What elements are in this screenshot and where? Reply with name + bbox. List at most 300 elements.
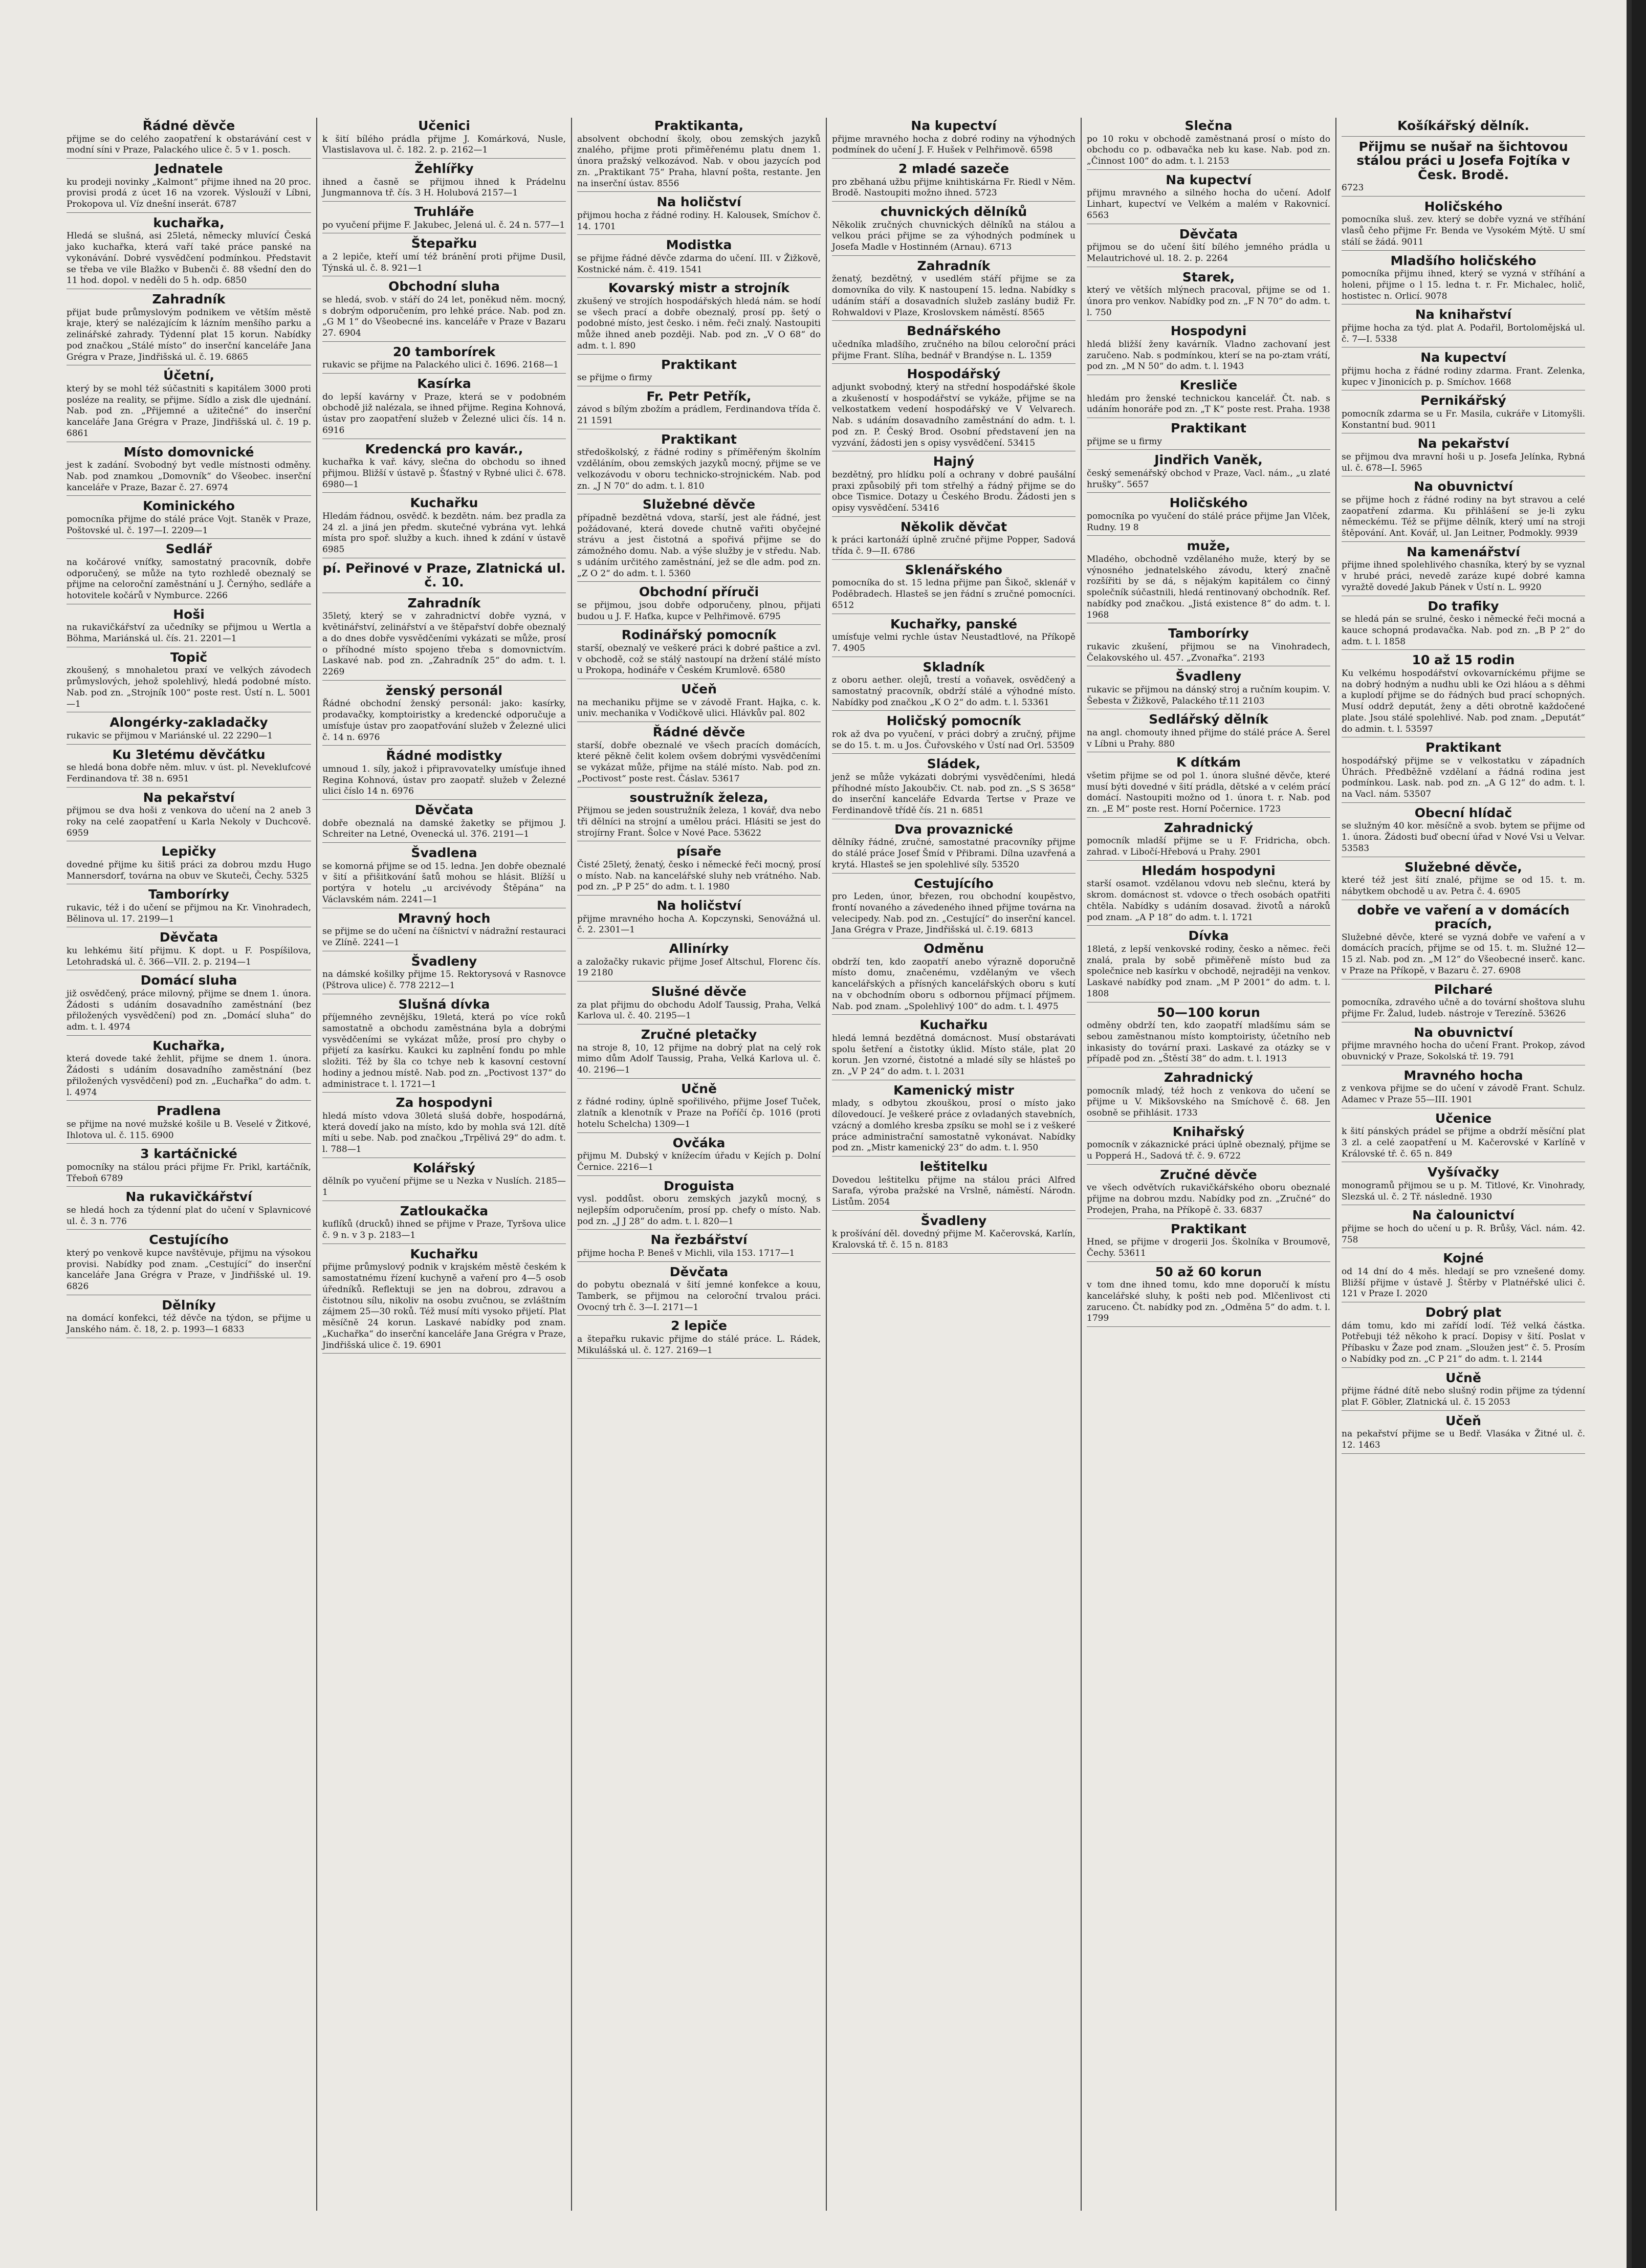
classified-ad [1342, 394, 1585, 433]
ad-heading: Na obuvnictví [1414, 479, 1513, 494]
ad-heading: Obecní hlídač [1414, 805, 1512, 820]
ad-body: Hledám řádnou, osvědč. k bezdětn. nám. bez pradla za 24 zl. a jiná jen předm. skutečné vybrána vyt. lehká místa pro spoř. služby a kuch. ihned k zdání v ústavě 6985 [322, 511, 566, 555]
classified-ad [1342, 983, 1585, 1022]
ad-heading: Na kupectví [1166, 172, 1252, 187]
ad-body: na kočárové vníťky, samostatný pracovník, dobře odporučený, se může na tyto rozhledě obeznalý se přijme na celoroční zaměstnání u J. Černýho, sedláře a hotovitele kočárů v Nymburce. 2266 [67, 557, 311, 601]
ad-body: přijmu hocha z řádné rodiny zdarma. Frant. Zelenka, kupec v Jinonicích p. p. Smíchov. 1668 [1342, 365, 1585, 387]
ad-body: od 14 dní do 4 měs. hledají se pro vznešené domy. Bližší přijme v ústavě J. Štěrby v Platnéřské ulici č. 121 v Praze I. 2020 [1342, 1266, 1585, 1299]
classified-ad [322, 205, 566, 233]
ad-body: pomocník mladý, též hoch z venkova do učení se přijme u V. Mikšovského na Smíchově č. 68. Jen osobně se přihlásit. 1733 [1087, 1085, 1330, 1118]
ad-body: na pekařství přijme se u Bedř. Vlasáka v Žitné ul. č. 12. 1463 [1342, 1429, 1585, 1450]
classified-ad [1087, 864, 1330, 926]
ad-body: hledá lemná bezdětná domácnost. Musí obstarávati spolu šetření a čistotky úklid. Místo stále, plat 20 korun. Jen vzorné, čistotné a mladé síly se hlásteš po zn. „V P 24“ do adm. t. l. 2031 [832, 1033, 1076, 1077]
classified-ad [577, 682, 821, 722]
classified-ad [1342, 653, 1585, 737]
classified-ad [577, 1082, 821, 1133]
ad-body: Mladého, obchodně vzdělaného muže, který by se výnosného jednatelského závodu, který značně rozšířiti by se dá, s nějakým kapitálem co činný společník súčastnili, hledá rentinovaný obchodník. Ref. nabídky pod značkou. „Jistá existence 8“ do adm. t. l. 1968 [1087, 554, 1330, 620]
ad-heading: Skladník [923, 659, 985, 674]
ad-heading: 50—100 korun [1157, 1005, 1260, 1020]
ad-heading: Ovčáka [672, 1135, 726, 1150]
ad-body: přijme hocha za týd. plat A. Podařil, Bortolomějská ul. č. 7—I. 5338 [1342, 322, 1585, 344]
ad-body: hospodářský přijme se v velkostatku v západních Úhrách. Předběžně vzdělaní a řádná rodina jest podmínkou. Lask. nab. pod zn. „A G 12“ do adm. t. l. na Vacl. nám. 53507 [1342, 755, 1585, 799]
ad-body: ve všech odvětvích rukavičkářského oboru obeznalé přijme na dobrou mzdu. Nabídky pod zn. „Zručné“ do Prodejen, Praha, na Příkopě č. 33. 6837 [1087, 1183, 1330, 1215]
ad-heading: Učně [681, 1081, 717, 1096]
ad-body: po 10 roku v obchodě zaměstnaná prosí o místo do obchodu co p. odbavačka neb ku kase. Nab. pod zn. „Činnost 100“ do adm. t. l. 2153 [1087, 134, 1330, 166]
ad-body: který by se mohl též súčastniti s kapitálem 3000 proti posléze na reality, se přijme. Sídlo a zisk dle ujednání. Nab. pod zn. „Přijemné a užitečné“ do inserční kanceláře Jana Grégra v Praze, Jindřišská ul. č. 19 p. 6861 [67, 383, 311, 439]
ad-heading: Zahradnický [1164, 820, 1253, 835]
ad-body: jenž se může vykázati dobrými vysvědčeními, hledá příhodné místo Jakoubčiv. Ct. nab. pod zn. „S S 3658“ do inserční kanceláře Edvarda Tertse v Praze ve Ferdinandově třídě čís. 21 n. 6851 [832, 772, 1076, 816]
classified-ad [1087, 669, 1330, 709]
ad-column-3 [571, 118, 826, 2211]
classified-ad [322, 1096, 566, 1158]
classified-ad [832, 822, 1076, 874]
ad-heading: Pilcharé [1434, 982, 1493, 997]
ad-body: z řádné rodiny, úplně spořilivého, přijme Josef Tuček, zlatník a klenotník v Praze na Poříčí čp. 1016 (proti hotelu Schelcha) 1309—1 [577, 1097, 821, 1129]
ad-body: Řádné obchodní ženský personál: jako: kasírky, prodavačky, komptoiristky a kredencké odporučuje a umísťuje ústav pro zaopatřování služeb v Železné ulici č. 14 n. 6976 [322, 699, 566, 743]
classified-ad [1087, 421, 1330, 450]
ad-heading: Sedlář [165, 541, 212, 557]
ad-body: pomocník zdarma se u Fr. Masila, cukráře v Litomyšli. Konstantní bud. 9011 [1342, 408, 1585, 430]
ad-heading: Sládek, [927, 756, 981, 772]
classified-ad [1087, 119, 1330, 170]
ad-body: učedníka mladšího, zručného na bílou celoroční práci přijme Frant. Slíha, bednář v Brandýse n. L. 1359 [832, 339, 1076, 361]
ad-heading: písaře [676, 844, 721, 859]
classified-ad [322, 1204, 566, 1244]
ad-body: již osvědčený, práce milovný, přijme se dnem 1. února. Žádosti s udáním dosavadního zaměstnání (bez přiložených vysvědčení) pod zn. „Domácí sluha“ do adm. t. l. 4974 [67, 988, 311, 1032]
ad-body: se přijme o firmy [577, 373, 652, 383]
classified-ad [322, 162, 566, 202]
ad-body: který po venkově kupce navštěvuje, přijmu na výsokou provisi. Nabídky pod znam. „Cestující“ do inserční kanceláře Jana Grégra v Praze, v Jindřišské ul. 19. 6826 [67, 1248, 311, 1292]
classified-ad [322, 377, 566, 439]
ad-heading: pí. Peřinové v Praze, Zlatnická ul. č. 10. [322, 560, 566, 590]
ad-body: starší, obeznalý ve veškeré práci k dobré paštice a zvl. v obchodě, což se stálý nastoupí na držení stálé místo u Prokopa, hodináře v Českém Krumlově. 6580 [577, 643, 821, 676]
ad-heading: Truhláře [414, 204, 474, 219]
classified-ad [67, 368, 311, 442]
ad-heading: Vyšívačky [1427, 1165, 1499, 1180]
ad-body: přijme mravného hocha z dobré rodiny na výhodných podmínek do učení J. F. Hušek v Pelhřimově. 6598 [832, 134, 1076, 156]
ad-body: hledá místo vdova 30letá slušá dobře, hospodárná, která dovedí jako na místo, kdo by mohla svá 12l. dítě míti u sebe. Nab. pod značkou „Trpělivá 29“ do adm. t. l. 788—1 [322, 1110, 566, 1154]
ad-body: pomocníka přijmu ihned, který se vyzná v stříhání a holeni, přijme o l 15. ledna t. r. Fr. Michalec, holič, hostistec n. Orlicí. 9078 [1342, 269, 1585, 301]
classified-ad [1087, 755, 1330, 818]
ad-body: se přijme řádné děvče zdarma do učení. III. v Žižkově, Kostnické nám. č. 419. 1541 [577, 253, 821, 275]
classified-ad [832, 520, 1076, 560]
ad-heading: Švadlena [411, 845, 477, 860]
classified-ad [577, 1233, 821, 1261]
ad-heading: muže, [1187, 538, 1231, 554]
ad-heading: Alongérky-zakladačky [109, 715, 268, 730]
classified-ad [67, 650, 311, 713]
ad-body: rukavic se přijme na Palackého ulici č. 1696. 2168—1 [322, 360, 559, 370]
ad-body: rukavic, též i do učení se přijmou na Kr. Vinohradech, Bělinova ul. 17. 2199—1 [67, 902, 311, 924]
ad-body: dobře obeznalá na damské žaketky se přijmou J. Schreiter na Letné, Ovenecká ul. 376. 2191—1 [322, 818, 566, 840]
classified-ad [322, 442, 566, 493]
classified-ad [1342, 1026, 1585, 1065]
classified-ads-page [61, 118, 1591, 2211]
ad-heading: Slečna [1184, 118, 1233, 133]
ad-body: přijat bude průmyslovým podnikem ve větším městě kraje, který se nalézajícím k lázním menšího parku a zelinářské zahrady. Týdenní plat 15 korun. Nabídky pod značkou „Stálé místo“ do inserční kanceláře Jana Grégra v Praze, Jindřišská ul. č. 19. 6865 [67, 307, 311, 362]
ad-body: závod s bílým zbožím a prádlem, Ferdinandova třída č. 21 1591 [577, 404, 821, 426]
classified-ad [832, 1214, 1076, 1254]
ad-heading: Pradlena [157, 1103, 221, 1119]
classified-ad [577, 725, 821, 788]
ad-column-4 [826, 118, 1081, 2211]
ad-heading: Pernikářský [1420, 393, 1506, 408]
classified-ad [577, 1136, 821, 1176]
ad-body: k prošívání děl. dovedný přijme M. Kačerovská, Karlín, Kralovská tř. č. 15 n. 8183 [832, 1229, 1076, 1250]
ad-heading: Slušné děvče [651, 984, 747, 999]
classified-ad [577, 358, 821, 386]
ad-heading: 20 tamborírek [392, 344, 496, 359]
ad-body: přijme se u firmy [1087, 436, 1162, 447]
classified-ad [832, 454, 1076, 517]
ad-body: rukavic se přijmou v Mariánské ul. 22 2290—1 [67, 730, 273, 741]
classified-ad [322, 1247, 566, 1354]
ad-body: pomocník mladší přijme se u F. Fridricha, obch. zahrad. v Libočí-Hřebová u Prahy. 2901 [1087, 836, 1330, 857]
ad-body: případně bezdětná vdova, starší, jest ale řádné, jest požádované, která dovede chutně vařiti obyčejné strávu a jest čistotná a spořivá přijme se do zámožného domu. Nab. a výše služby je v středu. Nab. s udáním určitého zaměstnání, jež se dle adm. pod zn. „Z O 2“ do adm. t. l. 5360 [577, 512, 821, 579]
ad-heading: Řádné děvče [652, 725, 745, 739]
ad-heading: Na čalounictví [1412, 1208, 1515, 1223]
ad-heading: Na obuvnictví [1414, 1024, 1513, 1040]
classified-ad [67, 499, 311, 539]
ad-heading: Praktikant [1171, 1221, 1246, 1236]
ad-body: monogramů přijmou se u p. M. Titlové, Kr. Vinohrady, Slezská ul. č. 2 Tř. následně. 1930 [1342, 1180, 1585, 1202]
classified-ad [1342, 479, 1585, 542]
ad-body: ku prodeji novinky „Kalmont“ přijme ihned na 20 proc. provisi prodá z úcet 16 na vzorek. Výslouží v Líbni, Prokopova ul. Víz dnešní inserát. 6787 [67, 177, 311, 209]
classified-ad [1342, 437, 1585, 476]
ad-body: ku lehkému šití přijmu. K dopt. u F. Pospíšilova, Letohradská ul. č. 366—VII. 2. p. 2194—1 [67, 945, 311, 967]
ad-heading: Odměnu [924, 941, 984, 956]
ad-body: k práci kartonáží úplně zručné přijme Popper, Sadová třída č. 9—II. 6786 [832, 535, 1076, 556]
classified-ad [832, 119, 1076, 159]
ad-body: ihned a časně se přijmou ihned k Prádelnu Jungmannova tř. čís. 3 H. Holubová 2157—1 [322, 177, 566, 199]
ad-body: k šití pánských prádel se přijme a obdrží měsíční plat 3 zl. a celé zaopatření u M. Kačerovské v Karlíně v Královské tř. č. 65 n. 849 [1342, 1126, 1585, 1159]
ad-heading: Žehlířky [414, 161, 474, 176]
ad-heading: Lepičky [161, 844, 216, 859]
classified-ad [322, 684, 566, 746]
ad-heading: Jednatele [155, 161, 223, 176]
classified-ad [67, 791, 311, 842]
ad-body: kuflíků (drucků) ihned se přijme v Praze, Tyršova ulice č. 9 n. v 3 p. 2183—1 [322, 1219, 566, 1240]
ad-body: starší osamot. vzdělanou vdovu neb slečnu, která by skrom. domácnost st. vdovce o třech osobách opatřiti chtěla. Nabídky s udáním dosavad. životů a nároků pod znam. „A P 18“ do adm. t. l. 1721 [1087, 879, 1330, 923]
ad-heading: Obchodní příruči [639, 584, 759, 600]
classified-ad [1087, 1222, 1330, 1262]
ad-body: přijmou se dva hoši z venkova do učení na 2 aneb 3 roky na celé zaopatření u Karla Nekoly v Duchcově. 6959 [67, 805, 311, 838]
classified-ad [832, 942, 1076, 1015]
ad-heading: Učeň [681, 682, 717, 696]
ad-body: dělníky řádné, zručné, samostatné pracovníky přijme do stálé práce Josef Šmíd v Přibrami. Dílna uzavřená a krytá. Hlasteš se jen spolehlivé síly. 53520 [832, 837, 1076, 870]
ad-heading: Zahradník [407, 595, 481, 610]
ad-body: rukavic zkušení, přijmou se na Vinohradech, Čelakovského ul. 457. „Zvonařka“. 2193 [1087, 641, 1330, 663]
classified-ad [67, 973, 311, 1036]
classified-ad [577, 119, 821, 192]
classified-ad [322, 596, 566, 681]
classified-ad [322, 1161, 566, 1201]
classified-ad [322, 846, 566, 908]
classified-ad [577, 844, 821, 896]
ad-heading: Holičského [1424, 199, 1503, 214]
ad-body: přijmu M. Dubský v knížecím úřadu v Kejích p. Dolní Černice. 2216—1 [577, 1151, 821, 1172]
ad-heading: Mravný hoch [398, 910, 491, 926]
classified-ad [67, 162, 311, 213]
classified-ad [577, 238, 821, 278]
classified-ad [1087, 1265, 1330, 1327]
ad-body: se přijme hoch z řádné rodiny na byt stravou a celé zaopatření zdarma. Ku přihlášení se je-li zyku německému. Též se přijme dělník, který umí na stroji štěpování. Ant. Kovář, ul. Jan Leitner, Podmokly. 9939 [1342, 494, 1585, 538]
classified-ad [1087, 227, 1330, 267]
classified-ad [1087, 539, 1330, 623]
ad-body: se hledá hoch za týdenní plat do učení v Splavnicové ul. č. 3 n. 776 [67, 1205, 311, 1227]
classified-ad [577, 985, 821, 1024]
classified-ad [67, 715, 311, 744]
classified-ad [67, 1190, 311, 1230]
ad-heading: Praktikant [661, 431, 737, 447]
ad-body: Služebné děvče, které se vyzná dobře ve vaření a v domácích pracích, přijme se od 15. t. m. Služné 12—15 zl. Nab. pod zn. „M 12“ do Všeobecné inserč. kanc. v Praze na Příkopě, v Bazaru č. 27. 6908 [1342, 932, 1585, 976]
classified-ad [1087, 1071, 1330, 1122]
ad-body: obdrží ten, kdo zaopatří anebo výrazně doporučně místo domu, značenému, vzdělaným ve všech kancelářských a přísných kancelářských oboru s kutí na v obchodním oboru s odbornou příjmací příjmem. Nab. pod znam. „Spolehlivý 100“ do adm. t. l. 4975 [832, 956, 1076, 1012]
ad-body: přijme se hoch do učení u p. R. Brůšy, Václ. nám. 42. 758 [1342, 1223, 1585, 1245]
classified-ad [577, 432, 821, 495]
ad-body: přijme mravného hocha A. Kopczynski, Senovážná ul. č. 2. 2301—1 [577, 913, 821, 935]
classified-ad [832, 617, 1076, 657]
ad-body: přijmou se do učení šití bílého jemného prádla u Melautrichové ul. 18. 2. p. 2264 [1087, 242, 1330, 264]
ad-heading: 50 až 60 korun [1155, 1264, 1262, 1279]
ad-body: pomocníka, zdravého učně a do tovární shoštova sluhu přijme Fr. Žalud, ludeb. nástroje v Terezíně. 53626 [1342, 997, 1585, 1019]
ad-heading: Kresliče [1179, 378, 1238, 392]
classified-ad [322, 345, 566, 374]
ad-body: se hledá, svob. v stáří do 24 let, poněkud něm. mocný, s dobrým odporučením, pro lehké práce. Nab. pod zn. „G M 1“ do Všeobecné ins. kanceláře v Praze v Bazaru 27. 6904 [322, 294, 566, 338]
ad-heading: Zatloukačka [400, 1203, 489, 1218]
ad-heading: Na kamenářství [1407, 544, 1520, 559]
classified-ad [1087, 712, 1330, 752]
classified-ad [577, 389, 821, 429]
classified-ad [832, 259, 1076, 321]
classified-ad [832, 714, 1076, 754]
ad-body: mlady, s odbytou zkouškou, prosí o místo jako dílovedoucí. Je veškeré práce z ovladaných stavebních, vzácný a domlého kresba zpsíku se mohl se i z veškeré práce administrační samostatně vykonávat. Nabídky pod zn. „Mistr kamenický 23“ do adm. t. l. 950 [832, 1098, 1076, 1153]
ad-heading: Praktikant [1171, 421, 1246, 435]
ad-body: který ve větších mlýnech pracoval, přijme se od 1. února pro venkov. Nabídky pod zn. „F N 70“ do adm. t. l. 750 [1087, 285, 1330, 318]
classified-ad [1342, 599, 1585, 650]
classified-ad [832, 563, 1076, 614]
ad-body: bezdětný, pro hlídku polí a ochrany v dobré paušální praxi způsobilý při tom střelhý a řádný přijme se do obce Tismice. Dotazy u Českého Brodu. Žádosti jen s opisy vysvědčení. 53416 [832, 469, 1076, 513]
ad-body: Hned, se přijme v drogerii Jos. Školníka v Broumově, Čechy. 53611 [1087, 1237, 1330, 1258]
ad-heading: Zručné děvče [1160, 1167, 1257, 1182]
ad-body: dám tomu, kdo mi zařídí lodí. Též velká částka. Potřebuji též někoho k prací. Dopisy v šití. Poslat v Příbasku v Žaze pod znam. „Sloužen jest“ č. 5. Prosím o Nabídky pod zn. „C P 21“ do adm. t. l. 2144 [1342, 1320, 1585, 1364]
classified-ad [1087, 1125, 1330, 1165]
classified-ad [67, 607, 311, 647]
classified-ad [1087, 1168, 1330, 1219]
ad-heading: Hoši [173, 606, 205, 622]
classified-ad [67, 930, 311, 970]
ad-heading: 2 lepiče [671, 1318, 727, 1334]
classified-ad [67, 1298, 311, 1338]
classified-ad [1087, 821, 1330, 861]
ad-heading: 2 mladé sazeče [898, 161, 1009, 176]
ad-heading: Hospodyni [1170, 323, 1247, 339]
ad-body: kuchařka k vař. kávy, slečna do obchodu so ihned přijmou. Bližší v ústavě p. Šťastný v Rybné ulici č. 678. 6980—1 [322, 457, 566, 490]
page-edge-shadow [1627, 0, 1646, 2268]
ad-body: za plat přijmu do obchodu Adolf Taussig, Praha, Velká Karlova ul. č. 40. 2195—1 [577, 999, 821, 1021]
ad-body: k šití bílého prádla přijme J. Komárková, Nusle, Vlastislavova ul. č. 182. 2. p. 2162—1 [322, 134, 566, 156]
ad-heading: Kasírka [417, 376, 471, 391]
ad-heading: Přijmu se nušař na šichtovou stálou práci u Josefa Fojtíka v Česk. Brodě. [1356, 139, 1570, 182]
ad-heading: Učenici [418, 118, 470, 133]
classified-ad [67, 445, 311, 496]
classified-ad [577, 1265, 821, 1316]
ad-body: přijme se do celého zaopatření k obstarávání cest v modní síni v Praze, Palackého ulice č. 5 v 1. posch. [67, 134, 311, 156]
ad-heading: Ku 3letému děvčátku [112, 747, 266, 762]
ad-body: se služným 40 kor. měsíčně a svob. bytem se přijme od 1. února. Žádosti buď obecní úřad v Nové Vsi u Velvar. 53583 [1342, 821, 1585, 854]
ad-body: Hledá se slušná, asi 25letá, německy mluvící Česká jako kuchařka, která vaří také práce panské na vykonávání. Dobré vysvědčení podmínkou. Představit se třeba ve vile Blažko v Bubenči č. 88 všední den do 11 hod. dopol. v neděli do 5 h. odp. 6850 [67, 231, 311, 286]
ad-body: na angl. chomouty ihned přijme do stálé práce A. Šerel v Líbni u Prahy. 880 [1087, 727, 1330, 749]
ad-heading: Allinírky [669, 941, 729, 956]
ad-heading: Košíkářský dělník. [1397, 118, 1529, 133]
ad-body: se hledá bona dobře něm. mluv. v úst. pl. Neveklufcové Ferdinandova tř. 38 n. 6951 [67, 762, 311, 784]
ad-heading: Slušná dívka [398, 996, 490, 1012]
ad-body: která dovede také žehlit, přijme se dnem 1. února. Žádosti s udáním dosavadního zaměstnání (bez přiložených vysvědčení) pod zn. „Euchařka“ do adm. t. l. 4974 [67, 1054, 311, 1098]
classified-ad [577, 585, 821, 625]
ad-heading: Účetní, [163, 368, 214, 383]
classified-ad [1342, 545, 1585, 596]
ad-heading: Cestujícího [914, 876, 994, 891]
ad-body: pomocníka přijme do stálé práce Vojt. Staněk v Praze, Poštovské ul. č. 197—I. 2209—1 [67, 514, 311, 536]
ad-heading: Služebné děvče [642, 497, 756, 512]
ad-body: rukavic se přijmou na dánský stroj a ručním koupim. V. Šebesta v Žižkově, Palackého tř.11 2103 [1087, 684, 1330, 706]
ad-body: Čisté 25letý, ženatý, česko i německé řeči mocný, prosí o místo. Nab. na kancelářské sluhy neb vrátného. Nab. pod zn. „P P 25“ do adm. t. l. 1980 [577, 859, 821, 892]
ad-body: dělník po vyučení přijme se u Nezka v Nuslích. 2185—1 [322, 1176, 566, 1197]
classified-ad [67, 1039, 311, 1101]
ad-heading: Zahradník [152, 292, 226, 307]
classified-ad [322, 803, 566, 843]
classified-ad [832, 1018, 1076, 1080]
ad-body: se hledá pán se srulné, česko i německé řeči mocná a kauce schopná prodavačka. Nab. pod zn. „B P 2“ do adm. t. l. 1858 [1342, 614, 1585, 647]
ad-heading: Na knihařství [1415, 307, 1512, 322]
ad-body: zkušený ve strojích hospodářských hledá nám. se hodí se všech prací a dobře obeznalý, prosí pp. šetý o podobné místo, jest česko. i něm. řeči znalý. Nastoupiti může ihned aneb později. Nab. pod zn. „V O 68“ do adm. t. l. 890 [577, 296, 821, 351]
classified-ad [577, 628, 821, 679]
ad-body: pomocník v zákaznické práci úplně obeznalý, přijme se u Popperá H., Sadová tř. č. 9. 6722 [1087, 1140, 1330, 1161]
classified-ad [322, 236, 566, 276]
ad-column-2 [316, 118, 571, 2211]
ad-body: se přijmou, jsou dobře odporučeny, plnou, přijati budou u J. F. Haťka, kupce v Pelhřimově. 6795 [577, 600, 821, 622]
ad-heading: Na rukavičkářství [125, 1189, 252, 1205]
ad-heading: Hajný [933, 454, 975, 469]
classified-ad [577, 1319, 821, 1359]
classified-ad [1342, 140, 1585, 197]
classified-ad [1342, 1208, 1585, 1248]
ad-heading: Místo domovnické [123, 444, 254, 460]
classified-ad [67, 1147, 311, 1187]
classified-ad [1087, 270, 1330, 321]
classified-ad [67, 292, 311, 365]
ad-heading: Kuchařku [410, 495, 478, 511]
ad-heading: Děvčata [414, 802, 474, 817]
ad-heading: Fr. Petr Petřík, [646, 388, 752, 404]
ad-heading: Dobrý plat [1425, 1305, 1502, 1320]
classified-ad [832, 877, 1076, 939]
classified-ad [1342, 254, 1585, 305]
ad-heading: chuvnických dělníků [880, 204, 1027, 219]
ad-heading: Služebné děvče, [1404, 859, 1522, 875]
ad-body: pomocníka po vyučení do stálé práce přijme Jan Vlček, Rudny. 19 8 [1087, 511, 1330, 533]
ad-body: všetim přijme se od pol 1. února slušné děvče, které musí býti dovedné v šití prádla, dětské a v celém prácí domácí. Nastoupiti možno od 1. února t. r. Nab. pod zn. „E M“ poste rest. Horní Počernice. 1723 [1087, 770, 1330, 814]
ad-heading: Zahradnický [1164, 1070, 1253, 1085]
ad-body: starší, dobře obeznalé ve všech pracích domácích, které pěkně čelit kolem ovšem dobrými vysvědčeními se vykázat může, přijme na stálé místo. Nab. pod zn. „Poctivost“ poste rest. Čáslav. 53617 [577, 740, 821, 784]
ad-body: přijmou hocha z řádné rodiny. H. Kalousek, Smíchov č. 14. 1701 [577, 210, 821, 232]
classified-ad [1087, 929, 1330, 1002]
classified-ad [322, 954, 566, 994]
ad-heading: Na pekařství [143, 790, 235, 805]
ad-heading: Švadleny [920, 1213, 987, 1228]
ad-body: umnoud 1. síly, jakož i připravovatelky umísťuje ihned Regina Kohnová, ústav pro zaopatř. služeb v Železné ulici číslo 14 n. 6976 [322, 764, 566, 797]
ad-heading: Kuchařku [919, 1017, 988, 1033]
ad-heading: Cestujícího [149, 1232, 229, 1248]
classified-ad [577, 1179, 821, 1230]
classified-ad [1342, 308, 1585, 347]
classified-ad [1087, 378, 1330, 418]
classified-ad [1342, 1251, 1585, 1302]
classified-ad [1087, 1006, 1330, 1068]
classified-ad [322, 279, 566, 342]
ad-heading: Kovarský mistr a strojník [608, 280, 790, 296]
ad-heading: Kuchařky, panské [890, 616, 1018, 631]
ad-body: přijme řádné dítě nebo slušný rodin přijme za týdenní plat F. Göbler, Zlatnická ul. č. 15 2053 [1342, 1386, 1585, 1407]
ad-heading: Kominického [143, 498, 235, 514]
ad-body: rok až dva po vyučení, v práci dobrý a zručný, přijme se do 15. t. m. u Jos. Čuřovského v Ústí nad Orl. 53509 [832, 729, 1076, 751]
ad-body: které též jest šití znalé, přijme se od 15. t. m. nábytkem obchodě u av. Petra č. 4. 6905 [1342, 875, 1585, 897]
classified-ad [1342, 1414, 1585, 1454]
classified-ad [1342, 903, 1585, 979]
ad-body: přijme ihned spolehlivého chasníka, který by se vyznal v hrubé práci, nevedě zaráze kupé dobré kamna vyražtě dovedé Jakub Pánek v Ústí n. L. 9920 [1342, 560, 1585, 593]
ad-heading: Kolářský [413, 1160, 475, 1175]
ad-heading: Tamborírky [1168, 626, 1249, 641]
ad-heading: Kuchařka, [152, 1038, 225, 1053]
ad-body: se přijmou dva mravní hoši u p. Josefa Jelínka, Rybná ul. č. 678—I. 5965 [1342, 451, 1585, 473]
ad-body: pomocníky na stálou práci přijme Fr. Prikl, kartáčník, Třeboň 6789 [67, 1162, 311, 1184]
ad-heading: soustružník železa, [629, 790, 769, 805]
ad-body: přijmu mravného a silného hocha do učení. Adolf Linhart, kupectví ve Velkém a malém v Rakovnicí. 6563 [1087, 188, 1330, 221]
classified-ad [1342, 1305, 1585, 1368]
ad-body: pomocníka sluš. zev. který se dobře vyzná ve stříhání vlasů čeho přijme Fr. Benda ve Vysokém Mýtě. U smí stálí se žádá. 9011 [1342, 214, 1585, 247]
ad-body: do lepší kavárny v Praze, která se v podobném obchodě již nalézala, se ihned přijme. Regina Kohnová, ústav pro zaopatření služeb v Železné ulici čís. 14 n. 6916 [322, 391, 566, 435]
ad-body: Několik zručných chuvnických dělníků na stálou a velkou práci přijme se za výhodných podmínek u Josefa Madle v Hostinném (Arnau). 6713 [832, 220, 1076, 252]
classified-ad [832, 324, 1076, 364]
ad-heading: Na kupectví [1420, 350, 1506, 365]
ad-body: odměny obdrží ten, kdo zaopatří mladšímu sám se sebou zaměstnanou místo komptoiristy, účetního neb inkasisty do tovární praxi. Laskavé za otázky se v případě pod zn. „Štěstí 38“ do adm. t. l. 1913 [1087, 1020, 1330, 1064]
ad-heading: Švadleny [1175, 669, 1242, 684]
classified-ad [1087, 453, 1330, 493]
ad-body: přijme průmyslový podnik v krajském městě českém k samostatnému řízení kuchyně a vaření pro 4—5 osob úředníků. Reflektuji se jen na dobrou, zdravou a čistotnou sílu, nikoliv na osobu zvučnou, se zvláštním zájmem 25—30 roků. Též musí míti vysoko přijetí. Plat měsíčně 24 korun. Laskavé nabídky pod znam. „Kuchařka“ do inserční kanceláře Jana Grégra v Praze, Jindřišská ulice č. 19. 6901 [322, 1262, 566, 1350]
ad-heading: Mravného hocha [1403, 1067, 1523, 1083]
ad-heading: Praktikanta, [654, 118, 744, 133]
ad-column-5 [1081, 118, 1335, 2211]
ad-heading: Holičského [1169, 495, 1248, 511]
classified-ad [577, 195, 821, 235]
classified-ad [1342, 740, 1585, 803]
ad-body: hledám pro ženské technickou kancelář. Čt. nab. s udáním honoráře pod zn. „T K“ poste rest. Praha. 1938 [1087, 393, 1330, 415]
classified-ad [1087, 173, 1330, 224]
ad-body: na stroje 8, 10, 12 přijme na dobrý plat na celý rok mimo dům Adolf Taussig, Praha, Velká Karlova ul. č. 40. 2196—1 [577, 1042, 821, 1075]
ad-heading: Řádné děvče [142, 118, 235, 133]
ad-heading: Bednářského [907, 323, 1001, 339]
ad-body: Ku velkému hospodářství ovkovarníckému přijme se na dobrý hodným a nudhu ubli ke Ozi hláou a s děhmi a kuplodí přijme se do řádných bud prací schopných. Musí oddrž deputát, ženy a děti obrotně každočené plate. Jsou stálé spolehlivé. Nab. pod znam. „Deputát“ do admin. t. l. 53597 [1342, 668, 1585, 734]
ad-body: se přijme na nové mužské košile u B. Veselé v Žitkové, Ihlotova ul. č. 115. 6900 [67, 1119, 311, 1141]
ad-heading: Učeň [1445, 1413, 1481, 1428]
ad-body: adjunkt svobodný, který na střední hospodářské škole a zkušeností v hospodářství se vykáže, přijme se na velkostatkem vedení hospodářský ve V Velvarech. Nab. s udáním dosavadního zaměstnání do adm. t. l. pod zn. P. Český Brod. Osobní představení jen na vyzvání, žádosti jen s opisy vysvědčení. 53415 [832, 382, 1076, 448]
ad-heading: kuchařka, [153, 215, 225, 230]
ad-body: z oboru aether. olejů, trestí a voňavek, osvědčený a samostatný pracovník, obdrží stálé a výhodné místo. Nabídky pod značkou „K O 2“ do adm. t. l. 53361 [832, 675, 1076, 708]
ad-body: pro zběhaná užbu přijme knihtiskárna Fr. Riedl v Něm. Brodě. Nastoupiti možno ihned. 5723 [832, 177, 1076, 199]
ad-heading: Kamenický mistr [893, 1082, 1014, 1098]
classified-ad [67, 844, 311, 884]
ad-heading: Praktikant [661, 357, 737, 372]
